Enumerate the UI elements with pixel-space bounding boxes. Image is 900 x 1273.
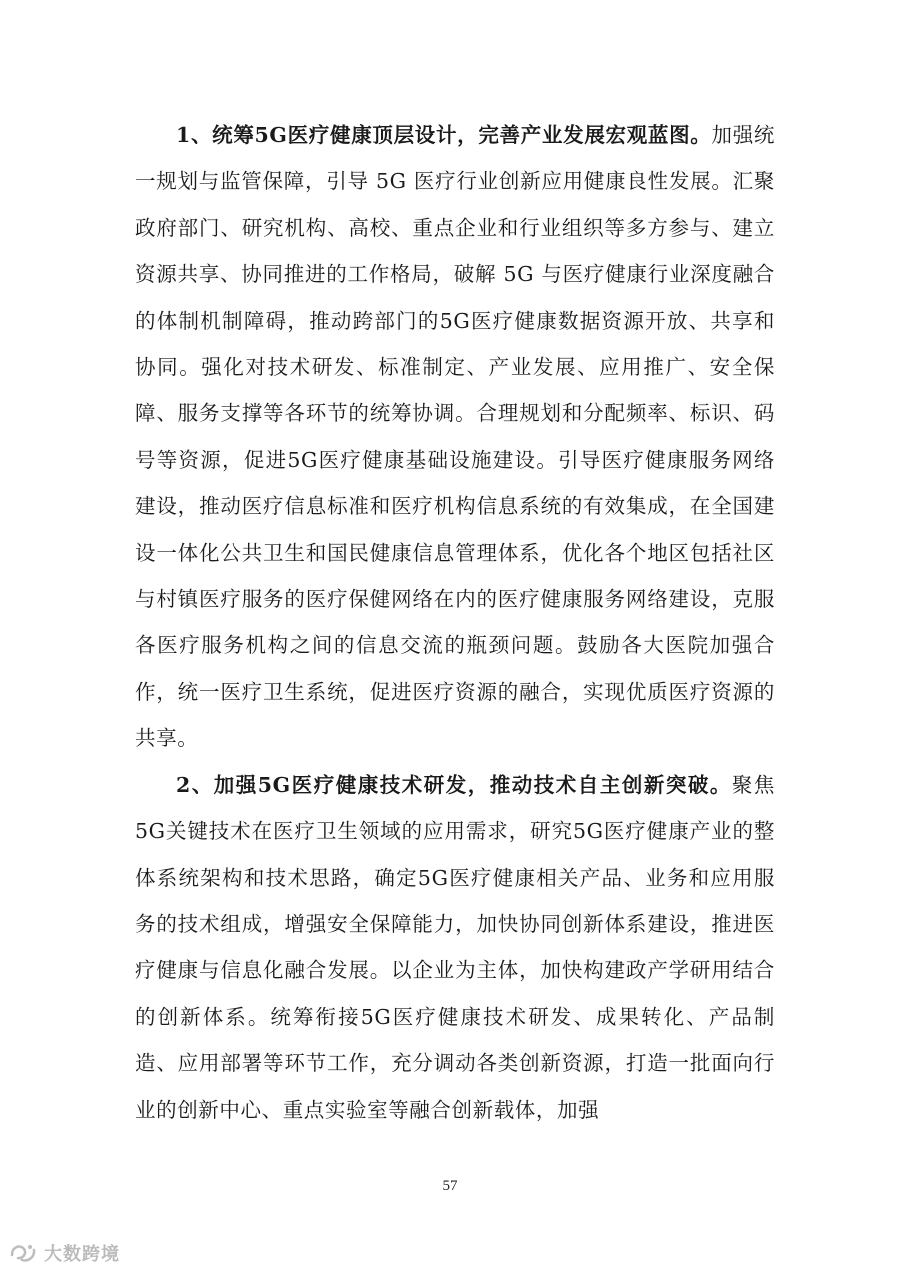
brand-logo-icon [8, 1241, 38, 1265]
watermark-text: 大数跨境 [44, 1244, 120, 1265]
paragraph-1-heading: 1、统筹5G医疗健康顶层设计，完善产业发展宏观蓝图。 [176, 123, 712, 147]
paragraph-2 [135, 762, 775, 1133]
watermark [8, 1240, 120, 1266]
paragraph-1 [135, 112, 775, 762]
paragraph-2-text: 聚焦5G关键技术在医疗卫生领域的应用需求，研究5G医疗健康产业的整体系统架构和技术思路，确定5G医疗健康相关产品、业务和应用服务的技术组成，增强安全保障能力，加快协同创新体系建设，推进医疗健康与信息化融合发展。以企业为主体，加快构建政产学研用结合的创新体系。统筹衔接5G医疗健康技术研发、成果转化、产品制造、应用部署等环节工作，充分调动各类创新资源，打造一批面向行业的创新中心、重点实验室等融合创新载体，加强 [135, 772, 776, 1122]
document-body [135, 112, 775, 1133]
paragraph-2-heading: 2、加强5G医疗健康技术研发，推动技术自主创新突破。 [176, 772, 732, 797]
page-number: 57 [442, 1178, 458, 1194]
paragraph-1-text: 加强统一规划与监管保障，引导 5G 医疗行业创新应用健康良性发展。汇聚政府部门、研究机构、高校、重点企业和行业组织等多方参与、建立资源共享、协同推进的工作格局，破解 5G 与医疗健康行业深度融合的体制机制障碍，推动跨部门的5G医疗健康数据资源开放、共享和协同。强化对技术研发、标准制定、产业发展、应用推广、安全保障、服务支撑等各环节的统筹协调。合理规划和分配频率、标识、码号等资源，促进5G医疗健康基础设施建设。引导医疗健康服务网络建设，推动医疗信息标准和医疗机构信息系统的有效集成，在全国建设一体化公共卫生和国民健康信息管理体系，优化各个地区包括社区与村镇医疗服务的医疗保健网络在内的医疗健康服务网络建设，克服各医疗服务机构之间的信息交流的瓶颈问题。鼓励各大医院加强合作，统一医疗卫生系统，促进医疗资源的融合，实现优质医疗资源的共享。 [135, 123, 775, 751]
